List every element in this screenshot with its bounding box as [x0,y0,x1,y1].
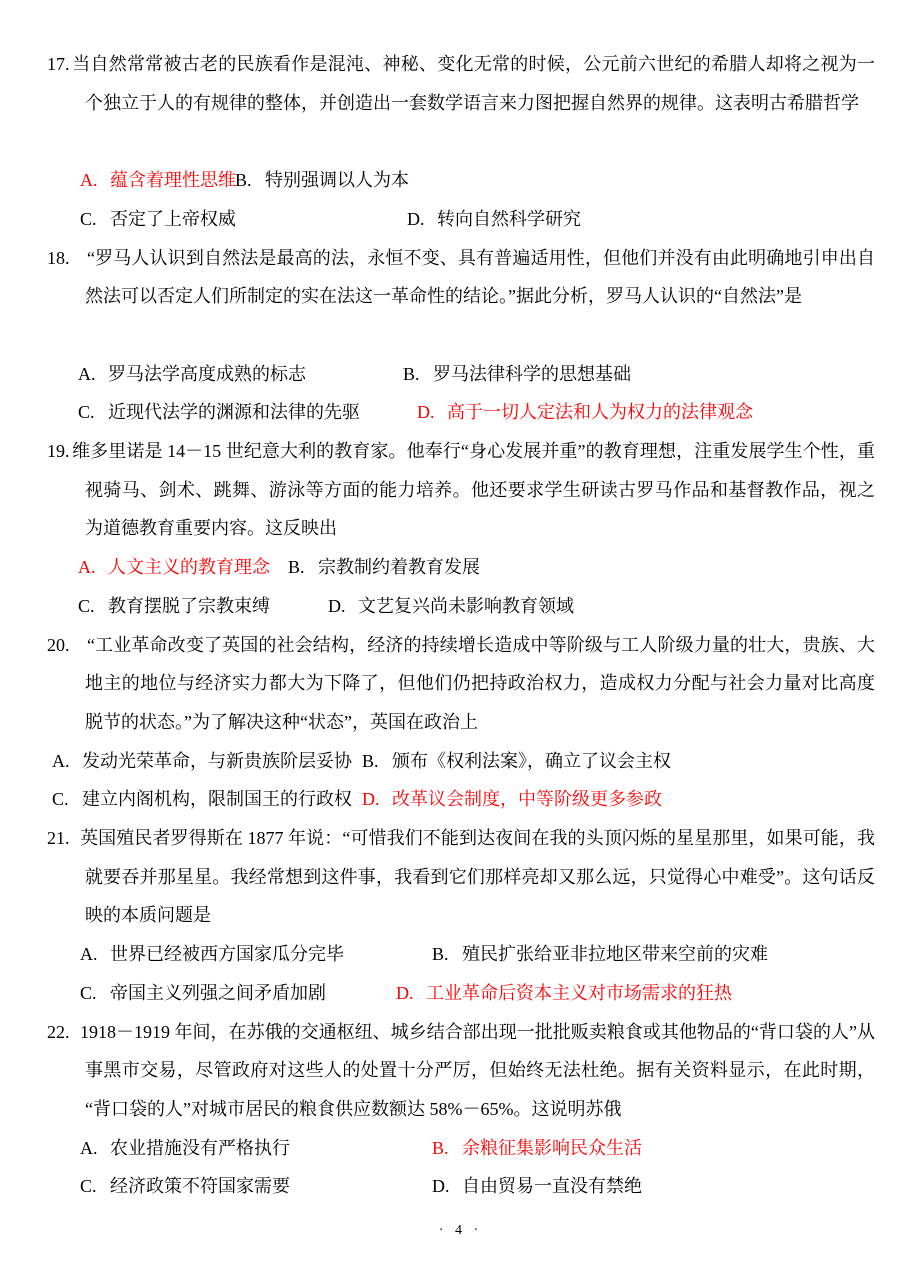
question-stem-text: 维多里诺是 14－15 世纪意大利的教育家。他奉行“身心发展并重”的教育理想，注重发展学生个性，重视骑马、剑术、跳舞、游泳等方面的能力培养。他还要求学生研读古罗马作品和基督教作品，视之为道德教育重要内容。这反映出 [72,441,875,539]
option-text: 帝国主义列强之间矛盾加剧 [110,982,326,1003]
option-c [78,587,270,626]
option-label: B. [432,944,449,965]
option-text: 教育摆脱了宗教束缚 [108,595,270,616]
option-label: A. [80,1137,98,1158]
option-b [288,548,480,587]
option-c [78,393,360,432]
option-label: D. [328,595,346,616]
option-label: D. [432,1176,450,1197]
option-text: 转向自然科学研究 [437,208,581,229]
option-label: D. [362,789,380,810]
option-text: 改革议会制度，中等阶级更多参政 [392,789,662,810]
question-stem [47,432,875,548]
options-row [47,974,875,1013]
option-a [78,355,306,394]
option-text: 人文主义的教育理念 [108,557,270,578]
question-19 [47,432,875,626]
option-d [396,974,732,1013]
option-text: 否定了上帝权威 [110,208,236,229]
option-text: 高于一切人定法和人为权力的法律观念 [447,402,753,423]
option-c [80,200,236,239]
option-label: A. [78,557,96,578]
question-number: 18. [47,247,70,268]
option-a [80,1129,290,1168]
option-label: C. [52,789,69,810]
option-label: B. [362,750,379,771]
option-label: C. [80,1176,97,1197]
question-number: 21. [47,828,70,848]
option-text: 殖民扩张给亚非拉地区带来空前的灾难 [462,944,768,965]
option-text: 工业革命后资本主义对市场需求的狂热 [426,982,732,1003]
option-label: C. [78,402,95,423]
option-label: C. [78,595,95,616]
option-text: 文艺复兴尚未影响教育领域 [358,595,574,616]
question-stem-text: 当自然常常被古老的民族看作是混沌、神秘、变化无常的时候，公元前六世纪的希腊人却将之视为一个独立于人的有规律的整体，并创造出一套数学语言来力图把握自然界的规律。这表明古希腊哲学 [72,54,875,113]
question-stem [47,819,875,935]
option-text: 罗马法律科学的思想基础 [433,363,631,384]
question-21 [47,819,875,1013]
option-d [328,587,574,626]
option-label: A. [80,170,98,191]
question-stem [47,1013,875,1129]
option-text: 经济政策不符国家需要 [110,1176,290,1197]
option-label: D. [407,208,425,229]
option-label: A. [78,363,96,384]
option-label: B. [235,170,252,191]
option-label: D. [396,982,414,1003]
option-a [80,161,236,200]
option-a [78,548,270,587]
options-row [47,587,875,626]
question-17 [47,45,875,239]
option-text: 近现代法学的渊源和法律的先驱 [108,402,360,423]
question-stem [47,239,875,316]
option-label: C. [80,982,97,1003]
question-stem [47,626,875,742]
option-text: 蕴含着理性思维 [110,170,236,191]
options-row [47,1129,875,1168]
question-number: 17. [47,54,70,74]
option-label: D. [417,402,435,423]
option-label: A. [52,750,70,771]
option-d [417,393,753,432]
option-text: 宗教制约着教育发展 [318,557,480,578]
option-label: B. [432,1137,449,1158]
option-b [432,935,768,974]
option-d [407,200,581,239]
option-label: C. [80,208,97,229]
options-row [47,548,875,587]
options-row [47,1167,875,1206]
page-number: · 4 · [438,1223,483,1238]
options-row [47,355,875,394]
question-stem-text: “罗马人认识到自然法是最高的法，永恒不变、具有普遍适用性，但他们并没有由此明确地引申出自然法可以否定人们所制定的实在法这一革命性的结论。”据此分析，罗马人认识的“自然法”是 [85,247,875,307]
option-text: 农业措施没有严格执行 [110,1137,290,1158]
option-c [80,974,326,1013]
question-number: 20. [47,634,70,655]
options-row [47,742,875,781]
question-18 [47,239,875,433]
option-text: 建立内阁机构，限制国王的行政权 [82,789,352,810]
options-row [47,200,875,239]
option-text: 发动光荣革命，与新贵族阶层妥协 [82,750,352,771]
option-b [403,355,631,394]
options-row [47,161,875,200]
question-22 [47,1013,875,1207]
question-number: 19. [47,441,70,461]
question-stem-text: 英国殖民者罗得斯在 1877 年说：“可惜我们不能到达夜间在我的头顶闪烁的星星那里，如果可能，我就要吞并那星星。我经常想到这件事，我看到它们那样亮却又那么远，只觉得心中难受”。这句话反映的本质问题是 [80,828,875,926]
question-number: 22. [47,1021,70,1042]
option-d [362,780,662,819]
option-b [235,161,409,200]
option-label: B. [403,363,420,384]
option-text: 余粮征集影响民众生活 [462,1137,642,1158]
options-row [47,393,875,432]
question-stem [47,45,875,122]
exam-content [47,45,875,1206]
question-20 [47,626,875,820]
options-row [47,780,875,819]
option-a [52,742,352,781]
option-d [432,1167,642,1206]
option-c [80,1167,290,1206]
option-text: 颁布《权利法案》，确立了议会主权 [392,750,671,771]
question-stem-text: “工业革命改变了英国的社会结构，经济的持续增长造成中等阶级与工人阶级力量的壮大，贵族、大地主的地位与经济实力都大为下降了，但他们仍把持政治权力，造成权力分配与社会力量对比高度脱节的状态。”为了解决这种“状态”，英国在政治上 [85,634,875,732]
option-text: 特别强调以人为本 [265,170,409,191]
option-label: A. [80,944,98,965]
question-stem-text: 1918－1919 年间，在苏俄的交通枢纽、城乡结合部出现一批批贩卖粮食或其他物品的“背口袋的人”从事黑市交易，尽管政府对这些人的处置十分严厉，但始终无法杜绝。据有关资料显示，在此时期，“背口袋的人”对城市居民的粮食供应数额达 58%－65%。这说明苏俄 [80,1021,875,1119]
option-b [432,1129,642,1168]
option-text: 自由贸易一直没有禁绝 [462,1176,642,1197]
option-a [80,935,344,974]
option-label: B. [288,557,305,578]
option-c [52,780,352,819]
option-text: 罗马法学高度成熟的标志 [108,363,306,384]
option-text: 世界已经被西方国家瓜分完毕 [110,944,344,965]
options-row [47,935,875,974]
option-b [362,742,671,781]
